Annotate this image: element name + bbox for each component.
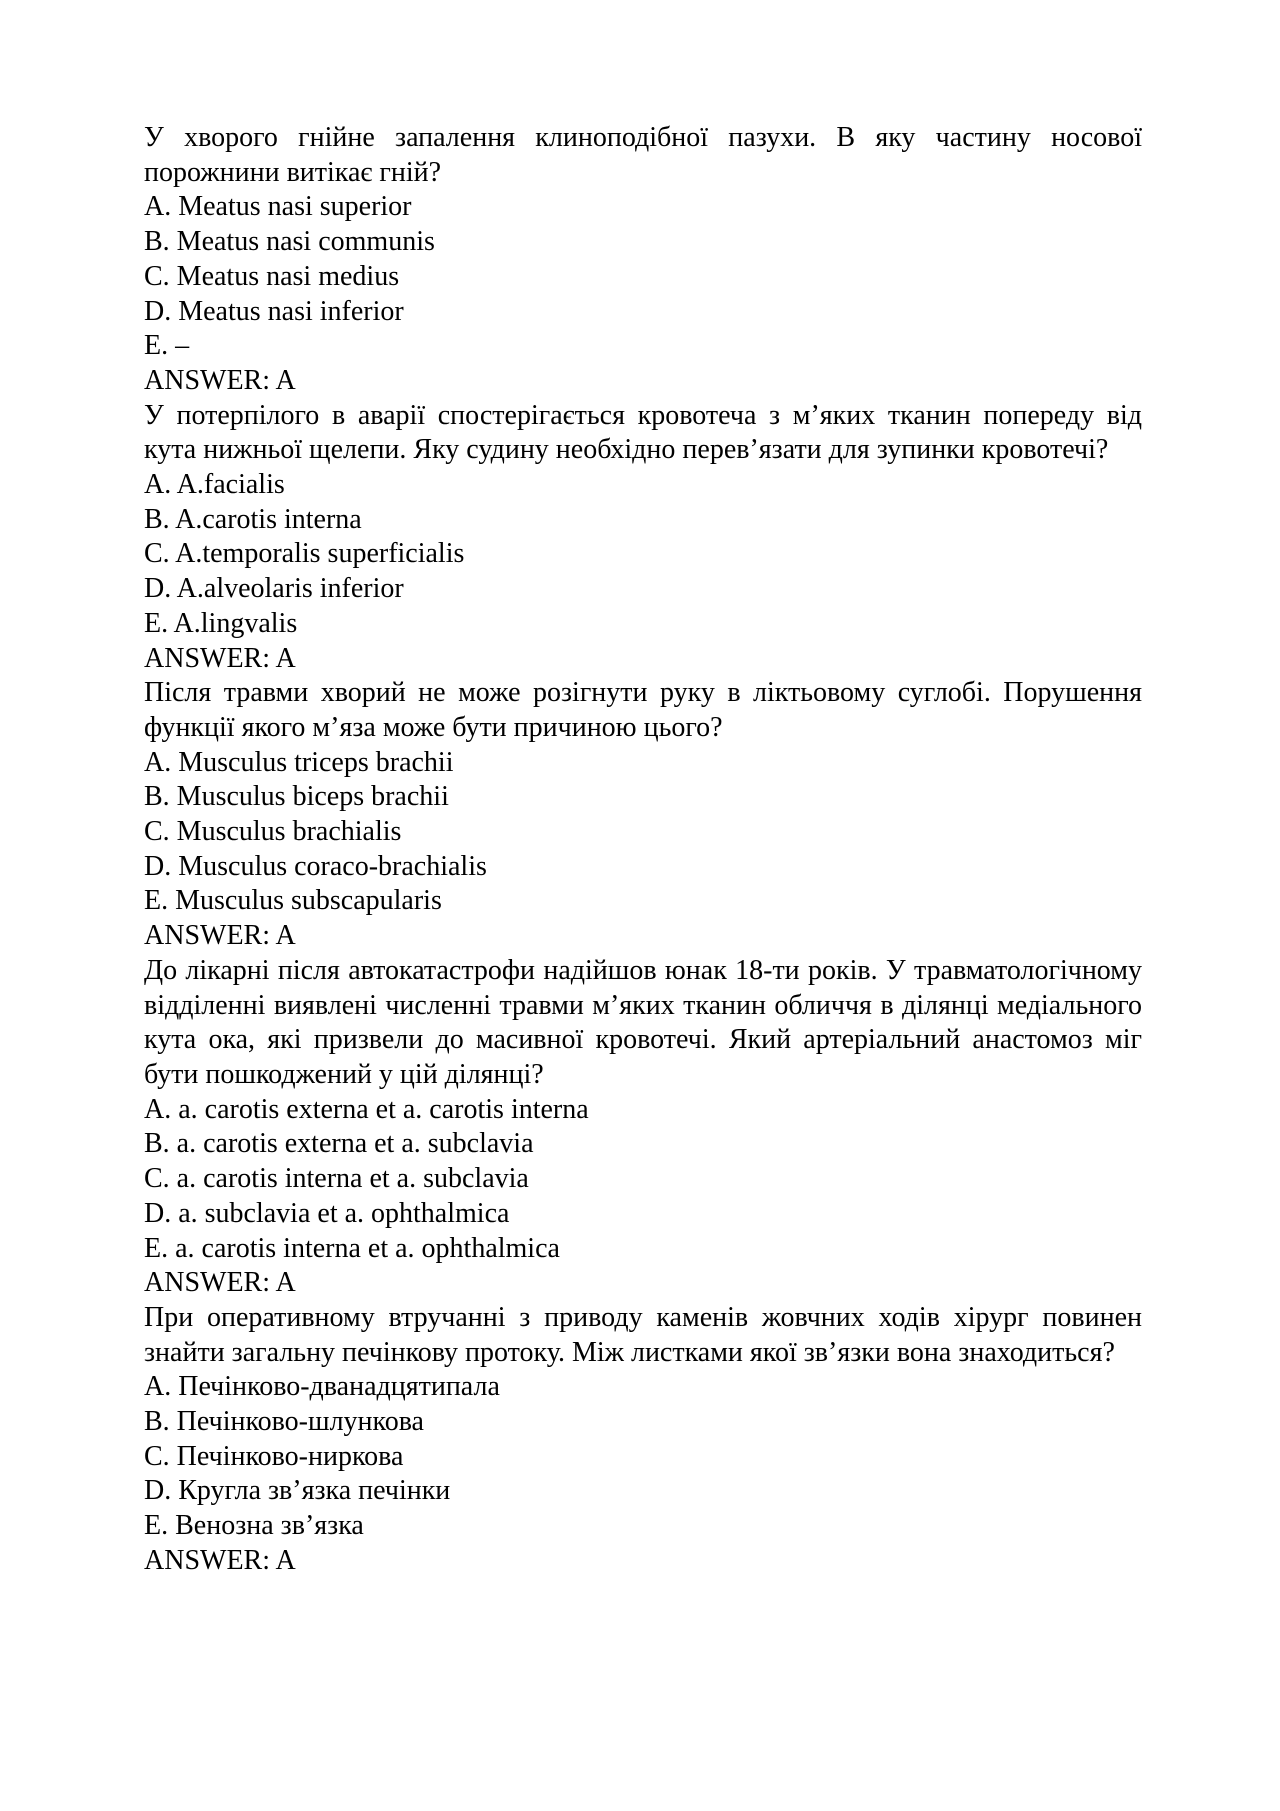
option-c: C. Musculus brachialis <box>144 816 402 848</box>
option-e: E. Musculus subscapularis <box>144 885 442 917</box>
question-stem: У хворого гнійне запалення клиноподібної пазухи. В яку частину носової порожнини витікає гній? <box>144 122 1142 188</box>
option-a: A. a. carotis externa et a. carotis interna <box>144 1093 589 1125</box>
answer-line: ANSWER: A <box>144 642 296 674</box>
option-b: B. Печінково-шлункова <box>144 1406 424 1438</box>
option-b: B. a. carotis externa et a. subclavia <box>144 1128 534 1160</box>
question-stem: До лікарні після автокатастрофи надійшов юнак 18-ти років. У травматологічному відділенні виявлені численні травми м’яких тканин обличчя в ділянці медіального кута ока, які призвели до масивної кровотечі. Який артеріальний анастомоз міг бути пошкоджений у цій ділянці? <box>144 954 1142 1090</box>
option-b: B. A.carotis interna <box>144 503 362 535</box>
question-5 <box>144 1301 1142 1579</box>
option-b: B. Musculus biceps brachii <box>144 781 449 813</box>
question-1 <box>144 121 1142 399</box>
answer-line: ANSWER: A <box>144 1544 296 1576</box>
option-a: A. A.facialis <box>144 469 285 501</box>
option-d: D. Кругла зв’язка печінки <box>144 1475 451 1507</box>
option-d: D. Meatus nasi inferior <box>144 295 404 327</box>
option-a: A. Meatus nasi superior <box>144 191 412 223</box>
option-a: A. Печінково-дванадцятипала <box>144 1371 500 1403</box>
option-d: D. a. subclavia et a. ophthalmica <box>144 1197 510 1229</box>
option-d: D. Musculus coraco-brachialis <box>144 850 487 882</box>
option-e: E. Венозна зв’язка <box>144 1510 364 1542</box>
question-stem: При оперативному втручанні з приводу каменів жовчних ходів хірург повинен знайти загальну печінкову протоку. Між листками якої зв’язки вона знаходиться? <box>144 1301 1142 1368</box>
option-a: A. Musculus triceps brachii <box>144 746 454 778</box>
answer-line: ANSWER: A <box>144 920 296 952</box>
option-e: E. – <box>144 330 190 362</box>
answer-line: ANSWER: A <box>144 1267 296 1299</box>
question-3 <box>144 676 1142 954</box>
option-e: E. a. carotis interna et a. ophthalmica <box>144 1232 560 1264</box>
option-c: C. a. carotis interna et a. subclavia <box>144 1163 529 1195</box>
option-d: D. A.alveolaris inferior <box>144 573 404 605</box>
question-stem: Після травми хворий не може розігнути руку в ліктьовому суглобі. Порушення функції якого м’яза може бути причиною цього? <box>144 677 1142 743</box>
question-stem: У потерпілого в аварії спостерігається кровотеча з м’яких тканин попереду від кута нижньої щелепи. Яку судину необхідно перев’язати для зупинки кровотечі? <box>144 399 1142 466</box>
question-2 <box>144 399 1142 677</box>
question-4 <box>144 954 1142 1301</box>
option-c: C. Печінково-ниркова <box>144 1440 404 1472</box>
option-c: C. A.temporalis superficialis <box>144 538 465 570</box>
option-c: C. Meatus nasi medius <box>144 260 400 292</box>
answer-line: ANSWER: A <box>144 364 296 396</box>
option-e: E. A.lingvalis <box>144 607 298 639</box>
document-page <box>144 121 1142 1579</box>
option-b: B. Meatus nasi communis <box>144 226 435 258</box>
